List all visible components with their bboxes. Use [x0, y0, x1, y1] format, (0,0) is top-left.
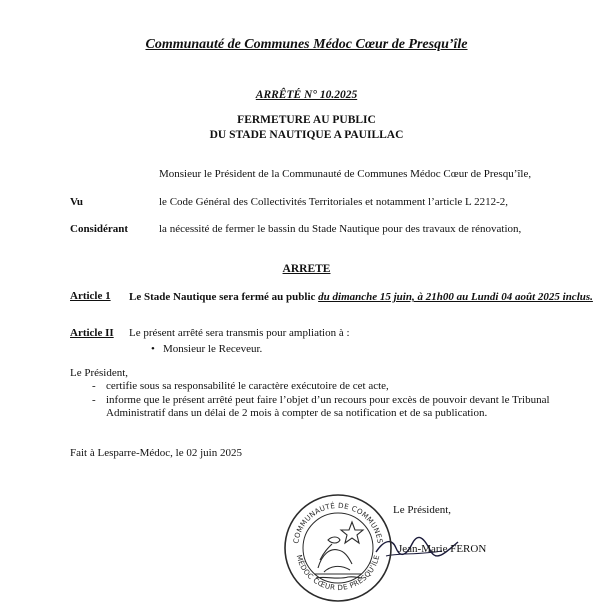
- seal-text-bottom: MÉDOC CŒUR DE PRESQU’ÎLE: [294, 553, 382, 593]
- considerant-text: la nécessité de fermer le bassin du Stade Nautique pour des travaux de rénovation,: [159, 223, 522, 235]
- article-2-text: Le présent arrêté sera transmis pour ampliation à :: [129, 327, 350, 339]
- section-title: ARRETE: [282, 263, 331, 275]
- header-title: Communauté de Communes Médoc Cœur de Presqu’île: [145, 37, 468, 52]
- arrete-subject: [0, 113, 613, 143]
- closing-dash-2: -: [92, 394, 96, 406]
- closing-item-2-line-2: Administratif dans un délai de 2 mois à compter de sa notification et de sa publication.: [106, 407, 488, 419]
- svg-text:MÉDOC CŒUR DE PRESQU’ÎLE: [295, 554, 382, 592]
- place-date: Fait à Lesparre-Médoc, le 02 juin 2025: [70, 447, 242, 459]
- closing-president: Le Président,: [70, 367, 129, 379]
- closing-item-1: certifie sous sa responsabilité le caractère exécutoire de cet acte,: [106, 380, 389, 392]
- seal-text-top: COMMUNAUTÉ DE COMMUNES: [291, 500, 385, 545]
- signature-title: Le Président,: [393, 504, 452, 516]
- seal-emblem: [314, 522, 363, 578]
- subject-line-1: FERMETURE AU PUBLIC: [237, 114, 376, 126]
- official-seal: [282, 492, 394, 604]
- vu-label: Vu: [70, 196, 84, 208]
- arrete-number: ARRÊTÉ N° 10.2025: [255, 89, 358, 101]
- article-2-label: Article II: [70, 327, 114, 339]
- considerant-label: Considérant: [70, 223, 129, 235]
- closing-dash-1: -: [92, 380, 96, 392]
- vu-text: le Code Général des Collectivités Territoriales et notamment l’article L 2212-2,: [159, 196, 508, 208]
- article-2-bullet-symbol: •: [151, 343, 155, 355]
- article-1-label: Article 1: [70, 290, 111, 302]
- preamble-intro: Monsieur le Président de la Communauté de Communes Médoc Cœur de Presqu’île,: [159, 168, 532, 180]
- article-1-text: [129, 290, 599, 304]
- signature-name: Jean-Marie FERON: [398, 543, 487, 555]
- closing-item-2-line-1: informe que le présent arrêté peut faire l’objet d’un recours pour excès de pouvoir devant le Tribunal: [106, 394, 550, 406]
- subject-line-2: DU STADE NAUTIQUE A PAUILLAC: [209, 129, 404, 141]
- article-1-plain: Le Stade Nautique sera fermé au public: [129, 291, 319, 303]
- article-1-dates: du dimanche 15 juin, à 21h00 au Lundi 04 août 2025 inclus.: [318, 291, 593, 303]
- article-2-bullet-text: Monsieur le Receveur.: [163, 343, 263, 355]
